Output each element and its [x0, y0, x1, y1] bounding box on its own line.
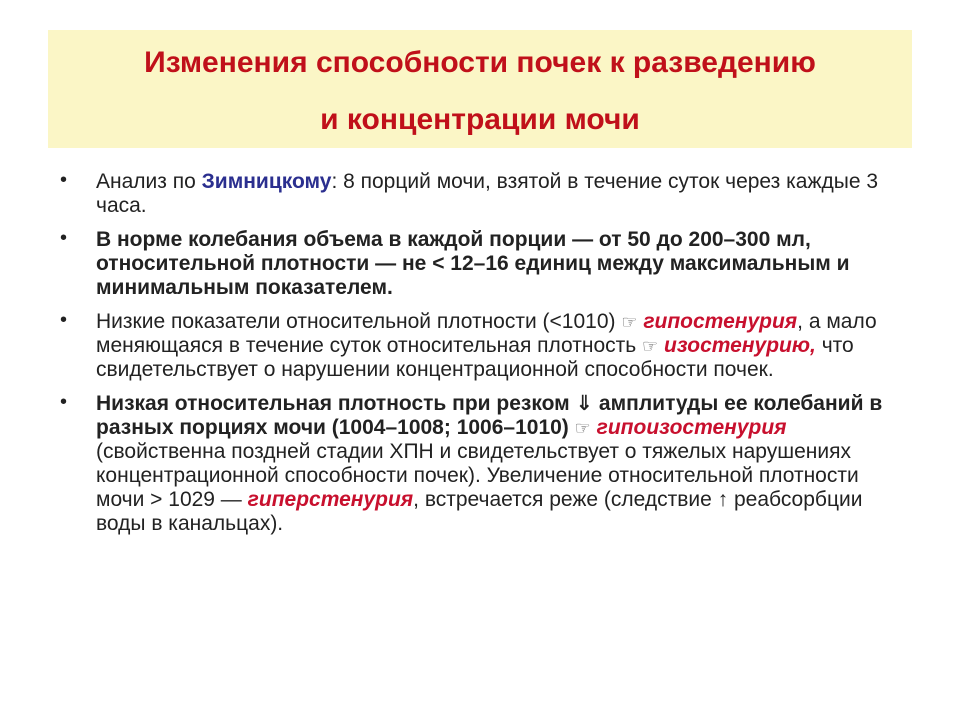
bullet-text: Низкие показатели относительной плотности (<1010) — [96, 310, 622, 333]
bullet-text: , встречается реже (следствие ↑ реабсорбции воды в канальцах). — [96, 488, 863, 535]
bullet-item-zimnitsky — [60, 170, 900, 218]
pointing-hand-icon: ☞ — [574, 418, 591, 438]
bullet-item-hypoisosthenuria — [60, 392, 900, 536]
bullet-text: , а мало меняющаяся в течение суток относительная плотность — [96, 310, 877, 357]
bullet-list — [60, 170, 900, 546]
pointing-hand-icon: ☞ — [621, 312, 638, 332]
title-line-2: и концентрации мочи — [320, 103, 640, 136]
bullet-icon: • — [60, 227, 68, 249]
bullet-icon: • — [60, 391, 68, 413]
bullet-icon: • — [60, 309, 68, 331]
bullet-text: (свойственна поздней стадии ХПН и свидетельствует о тяжелых нарушениях концентрационной способности почек). Увеличение относительной плотности мочи > 1029 — — [96, 440, 859, 511]
bullet-text-bold: Низкая относительная плотность при резком ⇓ амплитуды ее колебаний в разных порциях мочи (1004–1008; 1006–1010) — [96, 392, 883, 439]
term-isosthenuria: изостенурию, — [664, 334, 816, 357]
term-hyposthenuria: гипостенурия — [643, 310, 798, 333]
title-box — [48, 30, 912, 148]
pointing-hand-icon: ☞ — [642, 336, 659, 356]
title-line-1: Изменения способности почек к разведению — [144, 46, 816, 79]
bullet-text: что свидетельствует о нарушении концентрационной способности почек. — [96, 334, 854, 381]
zimnitsky-name: Зимницкому — [201, 170, 332, 193]
bullet-item-hyposthenuria — [60, 310, 900, 382]
bullet-text: В норме колебания объема в каждой порции — от 50 до 200–300 мл, относительной плотности — не < 12–16 единиц между максимальным и минимальным показателем. — [96, 228, 850, 299]
bullet-text: Анализ по — [96, 170, 202, 193]
bullet-item-norm — [60, 228, 900, 300]
term-hypersthenuria: гиперстенурия — [247, 488, 414, 511]
bullet-text: : 8 порций мочи, взятой в течение суток через каждые 3 часа. — [96, 170, 879, 217]
term-hypoisosthenuria: гипоизостенурия — [596, 416, 787, 439]
bullet-icon: • — [60, 169, 68, 191]
